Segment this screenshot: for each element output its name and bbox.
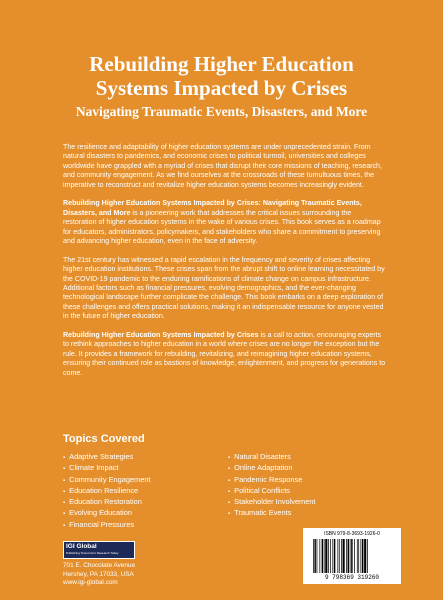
topic-item: ▪ Stakeholder Involvement <box>228 497 316 508</box>
book-title-line1: Rebuilding Higher Education <box>89 52 354 76</box>
barcode-bar <box>354 539 355 573</box>
topic-item: ▪ Traumatic Events <box>228 508 316 519</box>
topic-item: ▪ Online Adaptation <box>228 463 316 474</box>
topics-column-2 <box>228 452 316 531</box>
barcode-bar <box>361 539 362 573</box>
topic-item: ▪ Natural Disasters <box>228 452 316 463</box>
topic-item: ▪ Community Engagement <box>63 475 228 486</box>
topic-item: ▪ Pandemic Response <box>228 475 316 486</box>
topic-item: ▪ Climate Impact <box>63 463 228 474</box>
description-paragraph-3: The 21st century has witnessed a rapid escalation in the frequency and severity of crises affecting higher education institutions. These crises span from the abrupt shift to online learning necessitated by the COVID-19 pandemic to the enduring ramifications of climate change on campus infrastructure. Additional factors such as financial pressures, evolving demographics, and the ever-changing technological landscape further complicate the challenge. This book embarks on a deep exploration of these challenges and offers practical solutions, making it an indispensable resource for anyone vested in the future of higher education. <box>63 255 385 321</box>
barcode-bar <box>328 539 329 573</box>
book-title-line2: Systems Impacted by Crises <box>95 76 348 100</box>
barcode-bar <box>330 539 331 573</box>
address-line-1: 701 E. Chocolate Avenue <box>63 562 136 569</box>
book-description <box>63 143 386 388</box>
barcode-bar <box>364 539 366 573</box>
book-title <box>0 52 443 100</box>
barcode-bars <box>313 539 391 573</box>
barcode-bar <box>367 539 368 573</box>
topic-item: ▪ Financial Pressures <box>63 520 228 531</box>
description-paragraph-4 <box>63 331 386 378</box>
barcode-bar <box>334 539 335 573</box>
publisher-logo <box>63 541 135 559</box>
barcode-bar <box>314 539 315 573</box>
topic-item: ▪ Education Restoration <box>63 497 228 508</box>
barcode-bar <box>351 539 352 573</box>
barcode-bar <box>362 539 363 573</box>
barcode-bar <box>322 539 323 573</box>
book-subtitle: Navigating Traumatic Events, Disasters, and More <box>75 104 368 119</box>
topic-item: ▪ Education Resilience <box>63 486 228 497</box>
topics-column-1 <box>63 452 228 531</box>
topic-item: ▪ Adaptive Strategies <box>63 452 228 463</box>
barcode-bar <box>339 539 340 573</box>
description-paragraph-4-bold: Rebuilding Higher Education Systems Impacted by Crises <box>63 331 259 340</box>
description-paragraph-2-text: is a pioneering work that addresses the critical issues surrounding the restoration of higher education systems in the wake of various crises. This book serves as a roadmap for educators, administrators, policymakers, and stakeholders who share a commitment to preserving and advancing higher education, even in the face of adversity. <box>63 208 381 246</box>
barcode-bar <box>350 539 351 573</box>
barcode-bar <box>343 539 345 573</box>
publisher-website: www.igi-global.com <box>63 579 118 587</box>
topic-item: ▪ Evolving Education <box>63 508 228 519</box>
barcode-bar <box>346 539 347 573</box>
barcode-bar <box>332 539 333 573</box>
isbn-barcode <box>303 528 401 584</box>
barcode-bar <box>313 539 314 573</box>
isbn-number: ISBN 979-8-3693-1926-0 <box>324 531 380 537</box>
barcode-bar <box>358 539 359 573</box>
ean-digits: 9 798369 319260 <box>324 574 379 581</box>
barcode-bar <box>357 539 358 573</box>
address-line-2: Hershey, PA 17033, USA <box>63 570 134 578</box>
barcode-bar <box>319 539 320 573</box>
publisher-logo-text: IGI Global <box>66 543 97 550</box>
description-paragraph-4-text: is a call to action, encouraging experts to rethink approaches to higher education in a world where crises are no longer the exception but the rule. It provides a framework for rebuilding, revitalizing, and reimagining higher education systems, ensuring their continued role as bastions of knowledge, enlightenment, and progress for generations to come. <box>63 331 386 377</box>
publisher-logo-tagline: Publishing Tomorrow's Research Today <box>66 551 119 555</box>
description-paragraph-2 <box>63 199 386 246</box>
barcode-bar <box>324 539 325 573</box>
publisher-address <box>63 562 135 588</box>
description-paragraph-1: The resilience and adaptability of higher education systems are under unprecedented strain. From natural disasters to pandemics, and economic crises to political turmoil, universities and colleges worldwide have grappled with a myriad of crises that disrupt their core missions of teaching, research, and community engagement. As we find ourselves at the crossroads of these tumultuous times, the imperative to reconstruct and revitalize higher education systems becomes increasingly evident. <box>63 143 382 189</box>
barcode-bar <box>337 539 338 573</box>
barcode-bar <box>341 539 342 573</box>
barcode-bar <box>325 539 327 573</box>
barcode-bar <box>348 539 349 573</box>
topic-item: ▪ Political Conflicts <box>228 486 316 497</box>
barcode-bar <box>317 539 318 573</box>
topics-heading: Topics Covered <box>63 433 145 445</box>
description-paragraph-2-bold: Rebuilding Higher Education Systems Impacted by Crises: Navigating Traumatic Events, Disasters, and More <box>63 199 362 217</box>
topics-list <box>63 452 393 531</box>
